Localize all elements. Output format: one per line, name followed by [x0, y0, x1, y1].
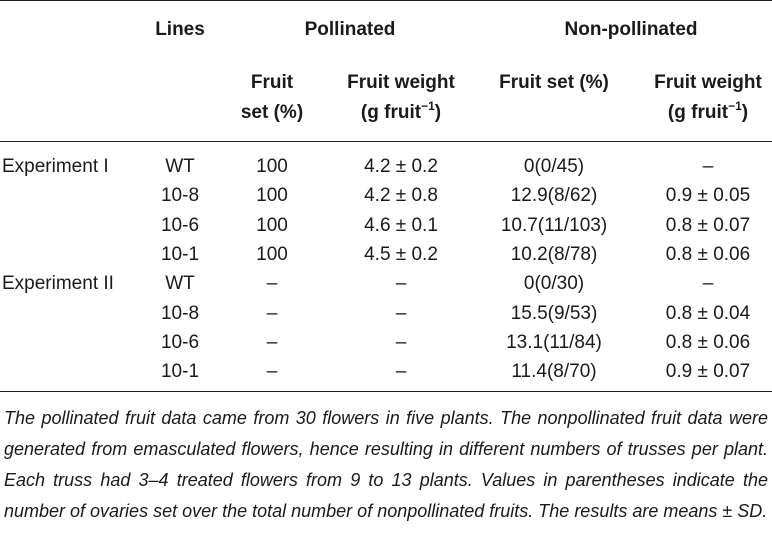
cell-pollinated-fruit-weight: –	[395, 332, 407, 353]
header-non-pollinated: Non-pollinated	[564, 19, 698, 40]
cell-nonpollinated-fruit-weight: 0.9 ± 0.05	[665, 185, 751, 206]
cell-nonpollinated-fruit-weight: 0.8 ± 0.06	[665, 332, 751, 353]
cell-nonpollinated-fruit-weight: 0.8 ± 0.06	[665, 244, 751, 265]
header-np-fruit-weight-line2: (g fruit$^{-1}$)	[667, 98, 749, 123]
cell-pollinated-fruit-set: 100	[256, 185, 288, 206]
cell-nonpollinated-fruit-set: 13.1(11/84)	[506, 332, 602, 353]
table-header-rule	[0, 141, 772, 142]
header-np-fruit-weight-line1: Fruit weight	[654, 72, 762, 93]
cell-pollinated-fruit-set: –	[266, 303, 278, 324]
cell-nonpollinated-fruit-weight: 0.8 ± 0.04	[665, 303, 751, 324]
cell-nonpollinated-fruit-set: 12.9(8/62)	[510, 185, 598, 206]
header-np-fruit-set: Fruit set (%)	[499, 72, 609, 93]
header-lines: Lines	[155, 19, 205, 40]
cell-experiment: Experiment II	[2, 273, 114, 294]
cell-nonpollinated-fruit-set: 0(0/30)	[523, 273, 585, 294]
cell-pollinated-fruit-weight: 4.2 ± 0.2	[364, 156, 438, 177]
header-pollinated: Pollinated	[304, 19, 396, 40]
cell-pollinated-fruit-set: –	[266, 361, 278, 382]
cell-nonpollinated-fruit-weight: –	[702, 156, 714, 177]
header-p-fruit-weight-line2: (g fruit$^{-1}$)	[360, 98, 442, 123]
cell-pollinated-fruit-weight: –	[395, 273, 407, 294]
cell-line: 10-1	[160, 244, 200, 265]
table-top-rule	[0, 0, 772, 1]
cell-pollinated-fruit-weight: 4.6 ± 0.1	[364, 215, 438, 236]
header-p-fruit-set-line1: Fruit	[250, 72, 294, 93]
table-footnote: The pollinated fruit data came from 30 flowers in five plants. The nonpollinated fruit data were generated from emasculated flowers, hence resulting in different numbers of trusses per plant. Each truss had 3–4 treated flowers from 9 to 13 plants. Values in parentheses indicate the number of ovaries set over the total number of nonpollinated fruits. The results are means ± SD.	[4, 408, 768, 521]
cell-pollinated-fruit-weight: 4.5 ± 0.2	[364, 244, 438, 265]
cell-pollinated-fruit-set: 100	[256, 215, 288, 236]
header-p-fruit-set-line2: set (%)	[240, 102, 304, 123]
cell-line: 10-6	[160, 215, 200, 236]
cell-pollinated-fruit-weight: –	[395, 361, 407, 382]
cell-experiment: Experiment I	[2, 156, 109, 177]
cell-line: 10-8	[160, 185, 200, 206]
cell-pollinated-fruit-set: –	[266, 273, 278, 294]
cell-nonpollinated-fruit-weight: 0.9 ± 0.07	[665, 361, 751, 382]
cell-pollinated-fruit-set: 100	[256, 156, 288, 177]
cell-pollinated-fruit-set: 100	[256, 244, 288, 265]
cell-nonpollinated-fruit-set: 11.4(8/70)	[511, 361, 597, 382]
cell-line: 10-6	[160, 332, 200, 353]
cell-pollinated-fruit-weight: –	[395, 303, 407, 324]
cell-nonpollinated-fruit-set: 10.2(8/78)	[510, 244, 598, 265]
cell-line: 10-8	[160, 303, 200, 324]
cell-nonpollinated-fruit-set: 10.7(11/103)	[500, 215, 608, 236]
cell-line: WT	[165, 156, 195, 177]
cell-line: 10-1	[160, 361, 200, 382]
cell-nonpollinated-fruit-set: 15.5(9/53)	[510, 303, 598, 324]
header-p-fruit-weight-line1: Fruit weight	[347, 72, 455, 93]
cell-line: WT	[165, 273, 195, 294]
cell-nonpollinated-fruit-weight: –	[702, 273, 714, 294]
cell-pollinated-fruit-set: –	[266, 332, 278, 353]
cell-pollinated-fruit-weight: 4.2 ± 0.8	[364, 185, 438, 206]
table-bottom-rule	[0, 391, 772, 392]
cell-nonpollinated-fruit-set: 0(0/45)	[523, 156, 585, 177]
cell-nonpollinated-fruit-weight: 0.8 ± 0.07	[665, 215, 751, 236]
